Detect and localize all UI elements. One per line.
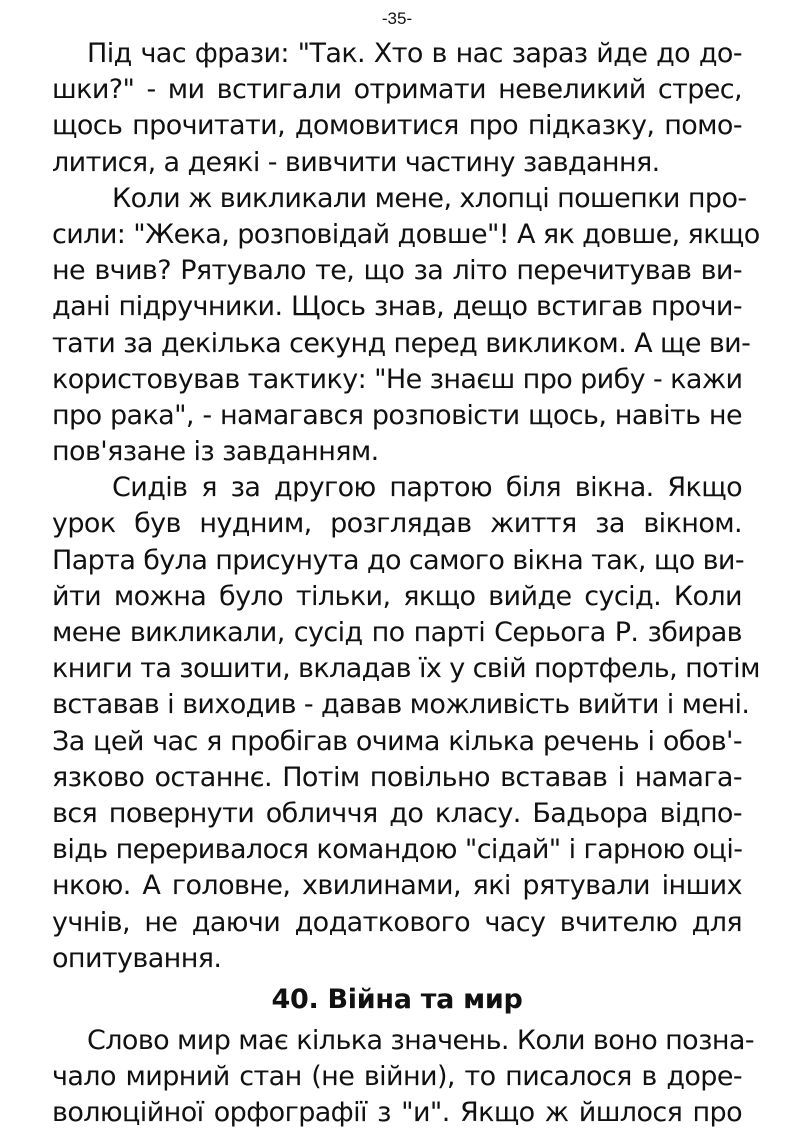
text-line: вся повернути обличчя до класу. Бадьора відпо- bbox=[52, 797, 742, 829]
text-line: щось прочитати, домовитися про підказку, помо- bbox=[52, 110, 742, 142]
text-line: мене викликали, сусід по парті Серьога Р. збирав bbox=[52, 617, 742, 648]
text-line: пов'язане із завданням. bbox=[52, 436, 379, 468]
text-line: про рака", - намагався розповісти щось, навіть не bbox=[52, 399, 742, 431]
paragraph-4 bbox=[52, 1023, 754, 1131]
text-line: урок був нудним, розглядав життя за вікном. bbox=[52, 508, 742, 540]
text-line: чало мирний стан (не війни), то писалося в доре- bbox=[52, 1061, 742, 1093]
paragraph-2 bbox=[52, 181, 760, 471]
text-line: литися, а деякі - вивчити частину завдання. bbox=[52, 146, 660, 178]
text-line: Слово мир має кілька значень. Коли воно позна- bbox=[87, 1024, 754, 1056]
text-line: язково останнє. Потім повільно вставав і намага- bbox=[52, 761, 742, 793]
text-line: дані підручники. Щось знав, дещо встигав прочи- bbox=[52, 291, 742, 323]
paragraph-3 bbox=[52, 470, 760, 977]
page-body bbox=[52, 36, 760, 1131]
paragraph-1 bbox=[52, 36, 742, 181]
text-line: не вчив? Рятувало те, що за літо перечитував ви- bbox=[52, 255, 742, 287]
text-line: Коли ж викликали мене, хлопці пошепки про- bbox=[112, 182, 747, 214]
text-line: тати за декілька секунд перед викликом. А ще ви- bbox=[52, 327, 751, 359]
text-line: користовував тактику: "Не знаєш про рибу - кажи bbox=[52, 363, 743, 395]
text-line: Під час фрази: "Так. Хто в нас зараз йде до до- bbox=[87, 38, 742, 69]
text-line: йти можна було тільки, якщо вийде сусід. Коли bbox=[52, 580, 742, 612]
text-line: вставав і виходив - давав можливість вийти і мені. bbox=[52, 689, 750, 721]
text-line: За цей час я пробігав очима кілька речень і обов'- bbox=[52, 725, 742, 757]
text-line: шки?" - ми встигали отримати невеликий стрес, bbox=[52, 74, 742, 106]
text-line: волюційної орфографії з "и". Якщо ж йшлося про bbox=[52, 1097, 742, 1129]
text-line: сили: "Жека, розповідай довше"! А як довше, якщо bbox=[52, 218, 760, 250]
text-line: відь переривалося командою "сідай" і гарною оці- bbox=[52, 834, 743, 866]
text-line: учнів, не даючи додаткового часу вчителю для bbox=[52, 906, 742, 938]
text-line: книги та зошити, вкладав їх у свій портфель, потім bbox=[52, 653, 760, 685]
section-heading: 40. Війна та мир bbox=[271, 983, 523, 1015]
text-line: нкою. А головне, хвилинами, які рятували інших bbox=[52, 870, 742, 902]
page-number: -35- bbox=[381, 9, 413, 28]
text-line: опитування. bbox=[52, 942, 222, 974]
text-line: Сидів я за другою партою біля вікна. Якщо bbox=[112, 472, 742, 504]
text-line: Парта була присунута до самого вікна так, що ви- bbox=[52, 544, 745, 576]
